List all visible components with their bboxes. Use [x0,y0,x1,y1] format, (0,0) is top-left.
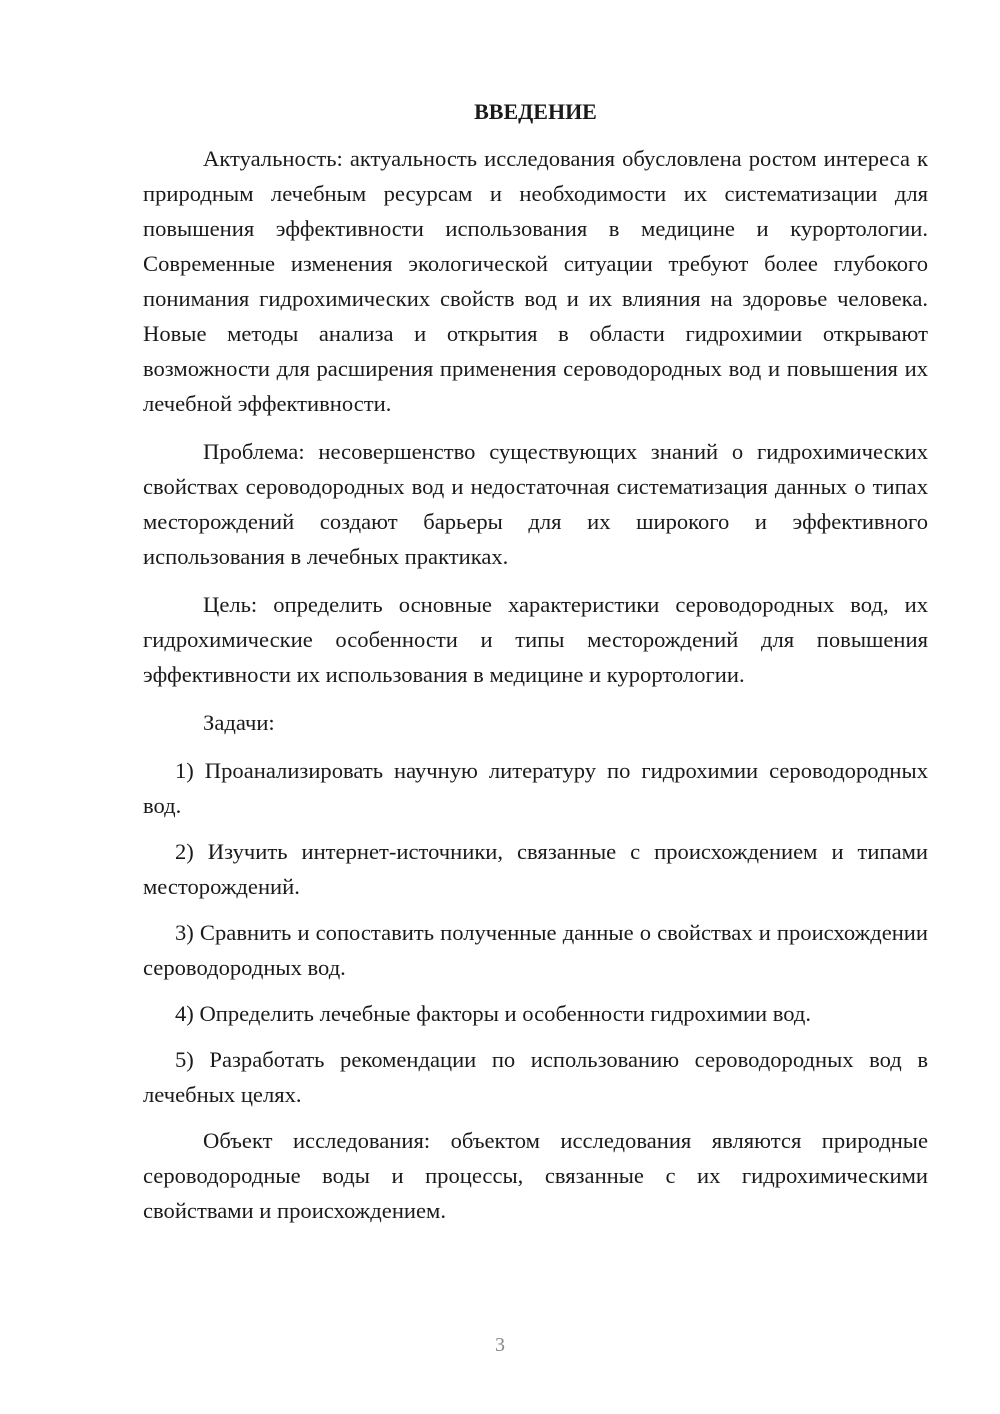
task-list [143,753,928,1112]
section-heading: ВВЕДЕНИЕ [474,99,597,124]
relevance-paragraph: Актуальность: актуальность исследования обусловлена ростом интереса к природным лечебным ресурсам и необходимости их систематизации для повышения эффективности использования в медицине и курортологии. Современные изменения экологической ситуации требуют более глубокого понимания гидрохимических свойств вод и их влияния на здоровье человека. Новые методы анализа и открытия в области гидрохимии открывают возможности для расширения применения сероводородных вод и повышения их лечебной эффективности. [143,146,928,416]
page-number: 3 [495,1334,505,1356]
tasks-heading: Задачи: [203,710,275,735]
task-item-1: 1) Проанализировать научную литературу по гидрохимии сероводородных вод. [143,758,928,818]
task-item-5: 5) Разработать рекомендации по использованию сероводородных вод в лечебных целях. [143,1047,928,1107]
task-item-3: 3) Сравнить и сопоставить полученные данные о свойствах и происхождении сероводородных вод. [143,920,928,980]
problem-paragraph: Проблема: несовершенство существующих знаний о гидрохимических свойствах сероводородных вод и недостаточная систематизация данных о типах месторождений создают барьеры для их широкого и эффективного использования в лечебных практиках. [143,439,928,569]
page-content [143,94,928,1241]
task-item-2: 2) Изучить интернет-источники, связанные с происхождением и типами месторождений. [143,839,928,899]
research-object-paragraph: Объект исследования: объектом исследования являются природные сероводородные воды и процессы, связанные с их гидрохимическими свойствами и происхождением. [143,1128,928,1223]
task-item-4: 4) Определить лечебные факторы и особенности гидрохимии вод. [175,1001,812,1026]
goal-paragraph: Цель: определить основные характеристики сероводородных вод, их гидрохимические особенности и типы месторождений для повышения эффективности их использования в медицине и курортологии. [143,592,928,687]
